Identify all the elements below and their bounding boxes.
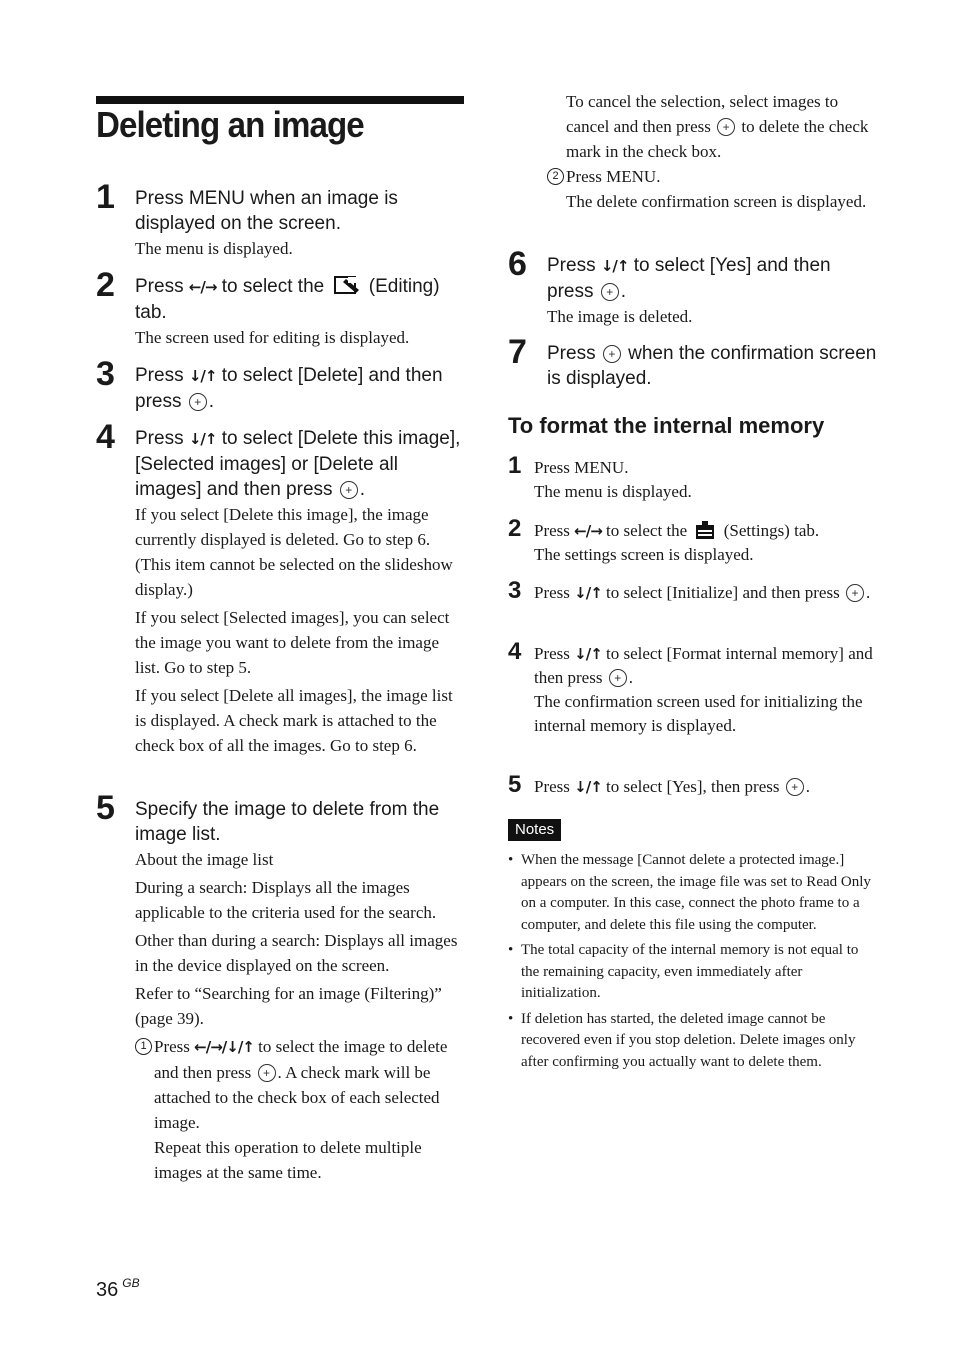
up-down-arrow-icon: ↓/↑ [600,257,629,275]
up-down-arrow-icon: ↓/↑ [188,430,217,448]
step-number: 2 [96,266,115,304]
cancel-selection-text: To cancel the selection, select images to cancel and then press + to delete the check mark in the check box. [547,89,878,164]
step-detail: Other than during a search: Displays all images in the device displayed on the screen. [135,931,458,975]
title-rule [96,96,464,104]
format-step-3: 3 Press ↓/↑ to select [Initialize] and then press +. [508,581,878,605]
step-instruction: Press ←/→ to select the (Editing) tab. [135,276,440,323]
step-instruction: Press ↓/↑ to select [Delete] and then press +. [135,363,466,414]
page-footer [96,1276,140,1302]
page-number: 36 [96,1279,119,1301]
step-3 [96,355,466,414]
step-5 [96,789,466,1185]
locale-tag: GB [122,1276,140,1290]
note-item: • If deletion has started, the deleted image cannot be recovered even if you stop deletion. Delete images only after confirming you actually want to delete them. [508,1009,876,1074]
step-number: 1 [96,178,115,216]
note-item: • When the message [Cannot delete a protected image.] appears on the screen, the image file was set to Read Only on a computer. In this case, connect the photo frame to a computer, and delete this file using the computer. [508,850,876,936]
step-instruction: Press ↓/↑ to select [Yes] and then press +. [547,253,878,304]
format-step-5: 5 Press ↓/↑ to select [Yes], then press +. [508,775,878,799]
editing-tab-icon [334,274,360,296]
step-instruction: Press + when the confirmation screen is displayed. [547,341,878,391]
left-right-arrow-icon: ←/→ [574,522,602,540]
section-heading: To format the internal memory [508,413,825,438]
step-number: 7 [508,333,527,371]
step-instruction: Press ↓/↑ to select [Delete this image], [Selected images] or [Delete all images] and then press +. [135,426,466,502]
notes-list [508,850,876,1077]
step-detail: During a search: Displays all the images applicable to the criteria used for the search. [135,878,437,922]
ok-button-icon [609,669,627,687]
up-down-arrow-icon: ↓/↑ [574,778,602,796]
step-2 [96,266,466,350]
format-step-4: 4 Press ↓/↑ to select [Format internal memory] and then press +. The confirmation screen used for initializing the internal memory is displayed. [508,642,878,738]
step-number: 5 [508,771,522,798]
left-right-arrow-icon: ←/→ [188,278,217,296]
ok-button-icon [601,283,619,301]
settings-tab-icon [695,521,715,539]
up-down-arrow-icon: ↓/↑ [188,367,217,385]
step-result: The menu is displayed. [135,239,293,258]
ok-button-icon [846,584,864,602]
step-number: 6 [508,245,527,283]
page-title: Deleting an image [96,104,364,145]
step-4 [96,418,466,758]
circled-number: 1 [135,1038,152,1055]
ok-button-icon [717,118,735,136]
step-instruction: Press MENU when an image is displayed on the screen. [135,188,398,234]
substep-note: Repeat this operation to delete multiple images at the same time. [154,1138,422,1182]
step-number: 1 [508,452,522,479]
substep-note: The delete confirmation screen is displayed. [566,192,867,211]
step-7 [508,333,878,391]
four-way-arrow-icon: ←/→/↓/↑ [194,1038,254,1056]
step-5-continued [508,89,878,214]
step-result: The image is deleted. [547,307,693,326]
note-item: • The total capacity of the internal memory is not equal to the remaining capacity, even immediately after initialization. [508,940,876,1005]
step-number: 5 [96,789,115,827]
format-step-1: 1 Press MENU. The menu is displayed. [508,452,692,501]
step-detail: About the image list [135,850,274,869]
step-6 [508,245,878,329]
ok-button-icon [340,481,358,499]
step-instruction: Specify the image to delete from the image list. [135,799,440,845]
step-result: The screen used for editing is displayed. [135,328,410,347]
notes-badge: Notes [508,819,561,841]
ok-button-icon [603,345,621,363]
ok-button-icon [258,1064,276,1082]
step-number: 3 [508,577,522,604]
step-detail: If you select [Selected images], you can select the image you want to delete from the image list. Go to step 5. [135,608,450,677]
step-number: 4 [96,418,115,456]
up-down-arrow-icon: ↓/↑ [574,645,602,663]
step-number: 2 [508,515,522,542]
ok-button-icon [189,393,207,411]
step-number: 3 [96,355,115,393]
format-step-2: 2 Press ←/→ to select the (Settings) tab. The settings screen is displayed. [508,515,820,564]
step-detail: Refer to “Searching for an image (Filtering)” (page 39). [135,984,442,1028]
up-down-arrow-icon: ↓/↑ [574,584,602,602]
step-number: 4 [508,638,522,665]
step-detail: If you select [Delete this image], the image currently displayed is deleted. Go to step 6. (This item cannot be selected on the slideshow display.) [135,505,453,599]
step-1 [96,178,466,261]
substep-2: 2 Press MENU. The delete confirmation screen is displayed. [547,164,878,214]
substep-1: 1 Press ←/→/↓/↑ to select the image to delete and then press +. A check mark will be attached to the check box of each selected image. Repeat this operation to delete multiple images at the same time. [135,1034,466,1185]
ok-button-icon [786,778,804,796]
step-detail: If you select [Delete all images], the image list is displayed. A check mark is attached to the check box of all the images. Go to step 6. [135,686,453,755]
circled-number: 2 [547,168,564,185]
